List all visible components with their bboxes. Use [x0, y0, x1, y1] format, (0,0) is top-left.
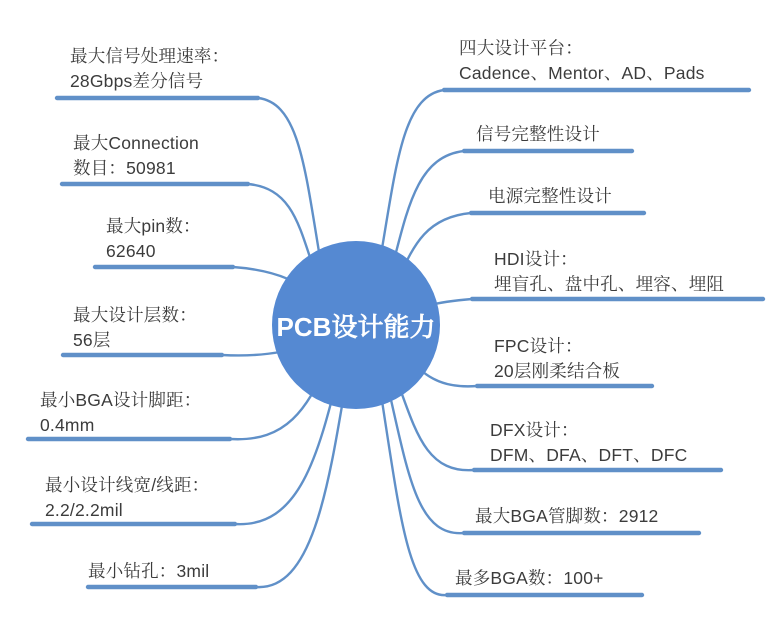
branch-label-line: 最大BGA管脚数：2912	[475, 506, 659, 526]
branch-label-max-layer-count	[73, 303, 197, 353]
branch-label-line: 四大设计平台：	[459, 38, 583, 58]
branch-curve-max-bga-count	[380, 388, 447, 595]
branch-label-line: FPC设计：	[494, 336, 583, 356]
branch-label-line: 56层	[73, 330, 111, 350]
branch-label-line: 0.4mm	[40, 415, 95, 435]
branch-curve-max-signal-rate	[258, 98, 322, 270]
branch-label-max-bga-count	[455, 566, 604, 591]
branch-curve-max-bga-pin-count	[386, 378, 464, 533]
branch-label-line: 最多BGA数：100+	[455, 568, 604, 588]
branch-label-max-bga-pin-count	[475, 504, 659, 529]
branch-label-fpc-design	[494, 334, 620, 384]
branch-label-line: Cadence、Mentor、AD、Pads	[459, 63, 705, 83]
branch-label-line: 信号完整性设计	[476, 124, 600, 144]
branch-label-line: 最小设计线宽/线距：	[45, 475, 210, 495]
branch-label-dfx-design	[490, 418, 687, 468]
branch-label-line: 62640	[106, 241, 156, 261]
branch-label-min-bga-pitch	[40, 388, 201, 438]
branch-label-line: 20层刚柔结合板	[494, 361, 621, 381]
branch-label-signal-integrity	[476, 122, 600, 147]
branch-label-line: HDI设计：	[494, 249, 578, 269]
branch-label-line: DFM、DFA、DFT、DFC	[490, 445, 688, 465]
branch-label-line: 电源完整性设计	[488, 186, 612, 206]
branch-label-line: 最大Connection	[73, 133, 199, 153]
branch-label-line: DFX设计：	[490, 420, 579, 440]
branch-label-line: 28Gbps差分信号	[70, 71, 204, 91]
branch-label-max-connection-count	[73, 131, 199, 181]
branch-label-line: 最小钻孔：3mil	[88, 561, 210, 581]
branch-label-line: 最大设计层数：	[73, 305, 197, 325]
branch-label-power-integrity	[488, 184, 612, 209]
branch-label-line: 埋盲孔、盘中孔、埋容、埋阻	[494, 274, 725, 294]
branch-label-max-signal-rate	[70, 44, 229, 94]
branch-label-max-pin-count	[106, 214, 201, 264]
branch-label-design-platforms	[459, 36, 705, 86]
branch-label-line: 数目：50981	[73, 158, 176, 178]
branch-label-hdi-design	[494, 247, 724, 297]
branch-label-line: 最小BGA设计脚距：	[40, 390, 202, 410]
center-node-label: PCB设计能力	[276, 312, 436, 342]
branch-label-min-trace-width-spacing	[45, 473, 209, 523]
branch-label-line: 最大pin数：	[106, 216, 201, 236]
branch-label-line: 2.2/2.2mil	[45, 500, 123, 520]
branch-label-line: 最大信号处理速率：	[70, 46, 230, 66]
branch-label-min-drill	[88, 559, 209, 584]
branch-curve-design-platforms	[378, 90, 444, 272]
